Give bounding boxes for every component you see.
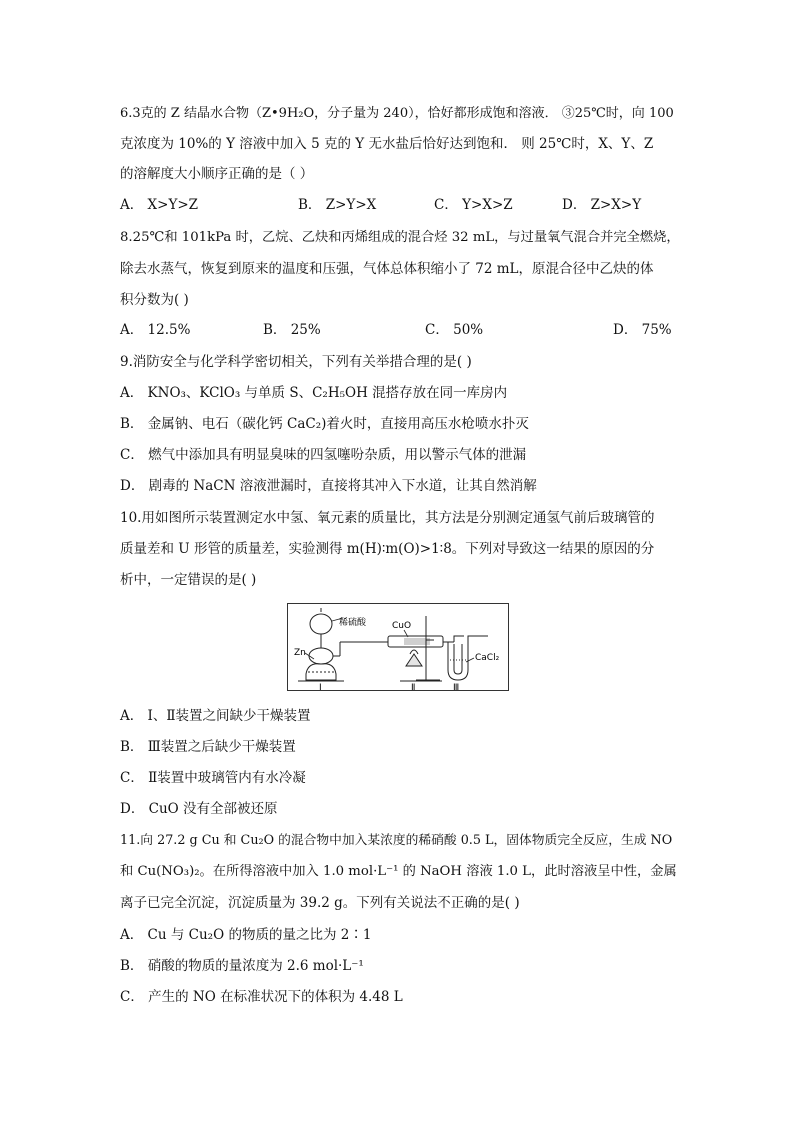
q6-options	[120, 195, 680, 215]
q9-option-c: C． 燃气中添加具有明显臭味的四氢噻吩杂质，用以警示气体的泄漏	[120, 447, 527, 463]
label-i: I	[319, 683, 322, 692]
label-dilute-sulfuric-acid: 稀硫酸	[339, 618, 367, 628]
q9-option-b: B． 金属钠、电石（碳化钙 CaC₂)着火时，直接用高压水枪喷水扑灭	[120, 416, 529, 432]
apparatus-figure	[287, 603, 509, 691]
q6-text-line-1: 6.3克的 Z 结晶水合物（Z•9H₂O，分子量为 240），恰好都形成饱和溶液． ③25℃时，向 100	[120, 106, 674, 121]
q9-option-d: D． 剧毒的 NaCN 溶液泄漏时，直接将其冲入下水道，让其自然消解	[120, 478, 537, 494]
q10-option-c: C． Ⅱ装置中玻璃管内有水冷凝	[120, 770, 306, 786]
q8-text-line-3: 积分数为( )	[120, 292, 189, 308]
label-zn: Zn	[294, 648, 306, 658]
q10-text-line-2: 质量差和 U 形管的质量差，实验测得 m(H)∶m(O)>1∶8。下列对导致这一结果的原因的分	[120, 541, 655, 557]
label-cacl2: CaCl₂	[475, 653, 500, 663]
q8-option-b: B． 25%	[263, 322, 321, 338]
q8-option-a: A． 12.5%	[120, 322, 191, 338]
q6-text-line-3: 的溶解度大小顺序正确的是（ ）	[120, 166, 314, 182]
q9-text-line-1: 9.消防安全与化学科学密切相关，下列有关举措合理的是( )	[120, 354, 472, 370]
q8-options	[120, 320, 680, 340]
q6-option-b: B． Z>Y>X	[298, 197, 377, 213]
q11-option-b: B． 硝酸的物质的量浓度为 2.6 mol·L⁻¹	[120, 958, 364, 974]
q8-option-d: D． 75%	[613, 322, 672, 338]
q10-text-line-1: 10.用如图所示装置测定水中氢、氧元素的质量比，其方法是分别测定通氢气前后玻璃管的	[120, 510, 655, 526]
q10-option-b: B． Ⅲ装置之后缺少干燥装置	[120, 739, 296, 755]
q6-text-line-2: 克浓度为 10%的 Y 溶液中加入 5 克的 Y 无水盐后恰好达到饱和． 则 25℃时，X、Y、Z	[120, 136, 654, 152]
q11-text-line-3: 离子已完全沉淀，沉淀质量为 39.2 g。下列有关说法不正确的是( )	[120, 895, 520, 911]
q10-option-a: A． Ⅰ、Ⅱ装置之间缺少干燥装置	[120, 708, 311, 724]
q8-option-c: C． 50%	[425, 322, 484, 338]
q10-option-d: D． CuO 没有全部被还原	[120, 801, 278, 817]
q11-text-line-1: 11.向 27.2 g Cu 和 Cu₂O 的混合物中加入某浓度的稀硝酸 0.5 L，固体物质完全反应，生成 NO	[120, 833, 673, 848]
label-ii: Ⅱ	[411, 683, 416, 692]
apparatus-drawing	[288, 604, 510, 692]
q6-option-a: A． X>Y>Z	[120, 197, 199, 213]
q6-option-d: D． Z>X>Y	[562, 197, 642, 213]
q11-option-c: C． 产生的 NO 在标准状况下的体积为 4.48 L	[120, 989, 403, 1005]
q10-text-line-3: 析中，一定错误的是( )	[120, 572, 257, 588]
q6-option-c: C． Y>X>Z	[434, 197, 513, 213]
q8-text-line-2: 除去水蒸气，恢复到原来的温度和压强，气体总体积缩小了 72 mL，原混合径中乙炔的体	[120, 261, 654, 277]
q8-text-line-1: 8.25℃和 101kPa 时，乙烷、乙炔和丙烯组成的混合烃 32 mL，与过量氧气混合并完全燃烧，	[120, 230, 680, 245]
q11-text-line-2: 和 Cu(NO₃)₂。在所得溶液中加入 1.0 mol·L⁻¹ 的 NaOH 溶液 1.0 L，此时溶液呈中性，金属	[120, 864, 677, 879]
label-cuo: CuO	[392, 621, 412, 631]
q9-option-a: A． KNO₃、KClO₃ 与单质 S、C₂H₅OH 混搭存放在同一库房内	[120, 385, 508, 401]
q11-option-a: A． Cu 与 Cu₂O 的物质的量之比为 2∶1	[120, 927, 372, 943]
label-iii: Ⅲ	[453, 683, 460, 692]
